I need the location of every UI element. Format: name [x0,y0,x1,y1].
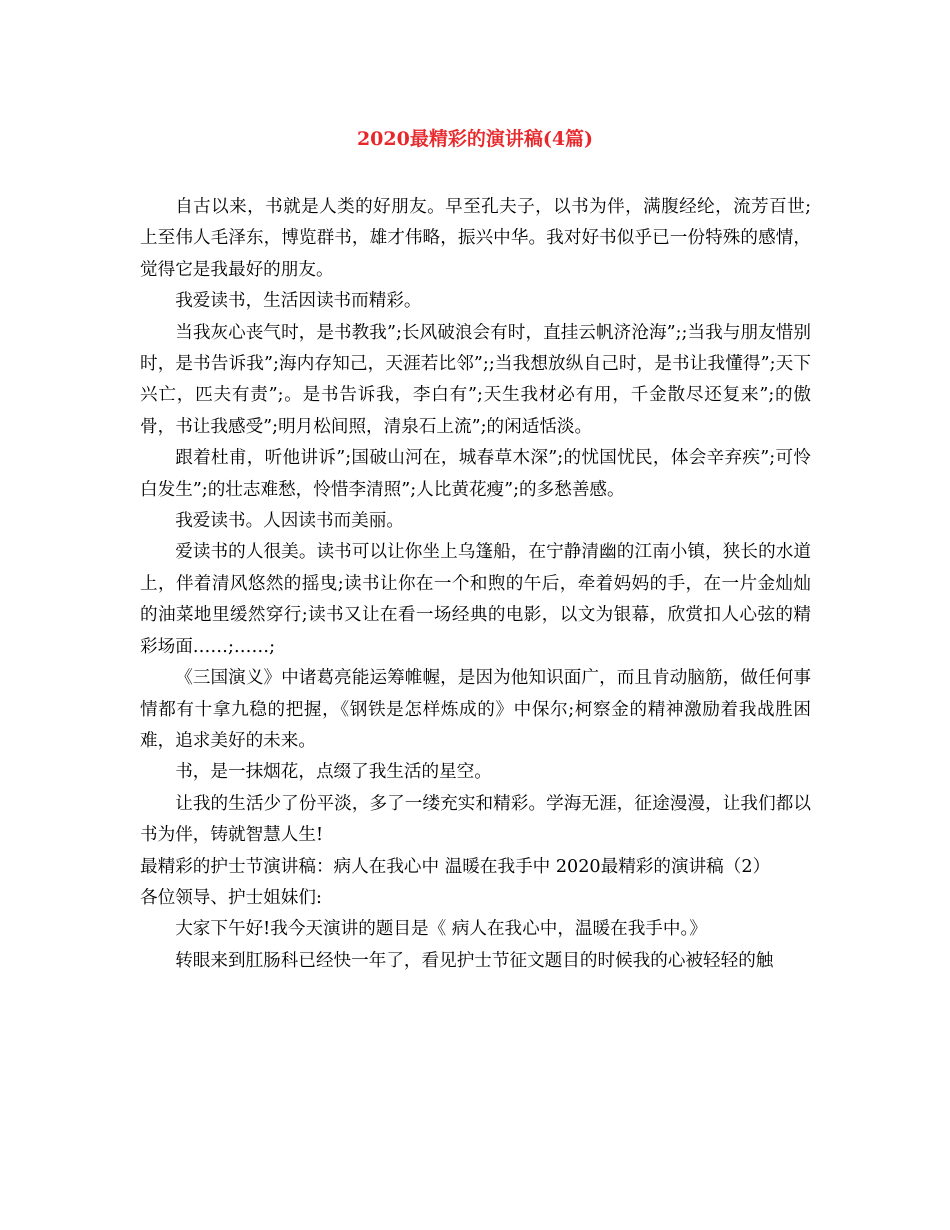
paragraph-6: 爱读书的人很美。读书可以让你坐上乌篷船，在宁静清幽的江南小镇，狭长的水道上，伴着清风悠然的摇曳;读书让你在一个和煦的午后，牵着妈妈的手，在一片金灿灿的油菜地里缓然穿行;读书又让在看一场经典的电影，以文为银幕，欣赏扣人心弦的精彩场面……;……; [140,542,811,657]
paragraph-12: 大家下午好!我今天演讲的题目是《 病人在我心中，温暖在我手中。》 [175,919,707,940]
paragraph-5: 我爱读书。人因读书而美丽。 [175,511,404,532]
document-title: 2020最精彩的演讲稿(4篇) [356,128,594,150]
paragraph-13: 转眼来到肛肠科已经快一年了，看见护士节征文题目的时候我的心被轻轻的触 [175,950,774,971]
section-heading-2: 最精彩的护士节演讲稿：病人在我心中 温暖在我手中 2020最精彩的演讲稿（2） [140,856,771,877]
paragraph-8: 书，是一抹烟花，点缀了我生活的星空。 [175,762,492,783]
salutation: 各位领导、护士姐妹们: [140,887,322,908]
paragraph-2: 我爱读书，生活因读书而精彩。 [175,291,422,312]
paragraph-7: 《三国演义》中诸葛亮能运筹帷幄，是因为他知识面广，而且肯动脑筋，做任何事情都有十拿九稳的把握，《钢铁是怎样炼成的》中保尔;柯察金的精神激励着我战胜困难，追求美好的未来。 [140,668,811,751]
paragraph-1: 自古以来，书就是人类的好朋友。早至孔夫子，以书为伴，满腹经纶，流芳百世;上至伟人毛泽东，博览群书，雄才伟略，振兴中华。我对好书似乎已一份特殊的感情，觉得它是我最好的朋友。 [140,197,811,280]
paragraph-4: 跟着杜甫，听他讲诉”;国破山河在，城春草木深”;的忧国忧民，体会辛弃疾”;可怜白发生”;的壮志难愁，怜惜李清照”;人比黄花瘦”;的多愁善感。 [140,448,811,500]
document-body [140,192,811,977]
paragraph-3: 当我灰心丧气时，是书教我”;长风破浪会有时，直挂云帆济沧海”;;当我与朋友惜别时，是书告诉我”;海内存知己，天涯若比邻”;;当我想放纵自己时，是书让我懂得”;天下兴亡，匹夫有责”;。是书告诉我，李白有”;天生我材必有用，千金散尽还复来”;的傲骨，书让我感受”;明月松间照，清泉石上流”;的闲适恬淡。 [140,322,811,437]
paragraph-9: 让我的生活少了份平淡，多了一缕充实和精彩。学海无涯，征途漫漫，让我们都以书为伴，铸就智慧人生! [140,793,811,846]
